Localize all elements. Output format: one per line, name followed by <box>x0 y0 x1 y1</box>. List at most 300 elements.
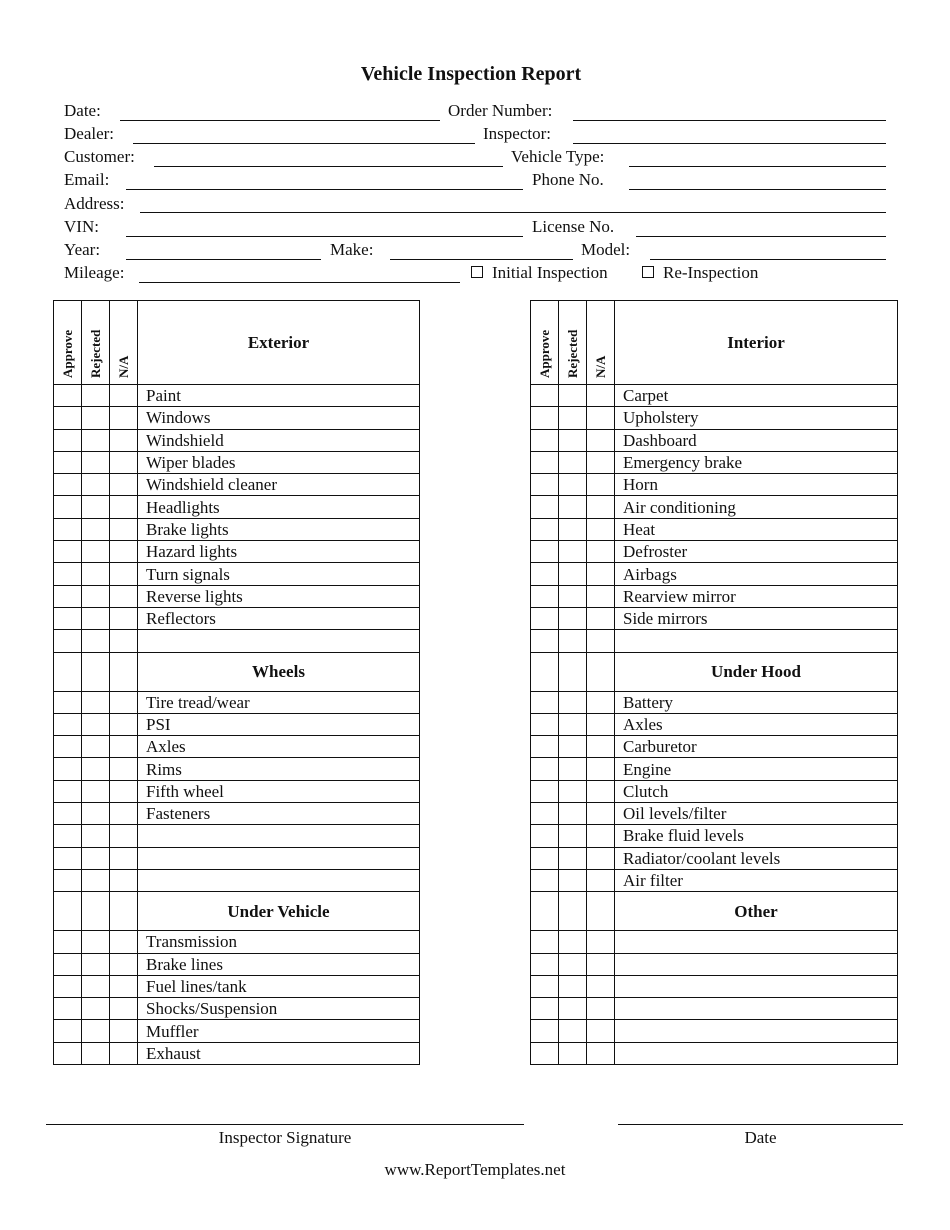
rejected-checkbox[interactable] <box>82 429 110 451</box>
approve-checkbox[interactable] <box>531 518 559 540</box>
na-checkbox[interactable] <box>587 585 615 607</box>
na-checkbox[interactable] <box>587 563 615 585</box>
approve-checkbox[interactable] <box>531 429 559 451</box>
checklist-row <box>531 931 898 953</box>
checklist-item-label: Tire tread/wear <box>138 691 420 713</box>
na-column-header <box>587 301 615 385</box>
approve-checkbox[interactable] <box>54 385 82 407</box>
approve-checkbox[interactable] <box>531 736 559 758</box>
checklist-row <box>531 736 898 758</box>
rejected-checkbox[interactable] <box>82 825 110 847</box>
approve-checkbox[interactable] <box>531 563 559 585</box>
approve-checkbox[interactable] <box>54 691 82 713</box>
rejected-checkbox[interactable] <box>82 541 110 563</box>
rejected-checkbox[interactable] <box>559 429 587 451</box>
approve-checkbox[interactable] <box>54 758 82 780</box>
signature-date-label: Date <box>744 1128 777 1147</box>
na-checkbox[interactable] <box>110 1042 138 1064</box>
na-checkbox[interactable] <box>587 975 615 997</box>
approve-checkbox[interactable] <box>54 429 82 451</box>
rejected-checkbox[interactable] <box>559 1042 587 1064</box>
approve-checkbox[interactable] <box>531 407 559 429</box>
approve-checkbox[interactable] <box>531 474 559 496</box>
inspector-label: Inspector: <box>483 124 551 143</box>
na-checkbox[interactable] <box>587 713 615 735</box>
checklist-row <box>531 585 898 607</box>
approve-checkbox[interactable] <box>54 496 82 518</box>
checklist-row <box>54 518 420 540</box>
rejected-checkbox[interactable] <box>82 998 110 1020</box>
license-field[interactable] <box>636 236 886 237</box>
approve-checkbox[interactable] <box>531 713 559 735</box>
na-checkbox[interactable] <box>110 607 138 629</box>
rejected-checkbox[interactable] <box>82 931 110 953</box>
checklist-row <box>531 780 898 802</box>
checklist-row <box>531 496 898 518</box>
checklist-row <box>531 998 898 1020</box>
na-checkbox[interactable] <box>110 474 138 496</box>
section-header: Under Vehicle <box>138 892 420 931</box>
checklist-row <box>54 1020 420 1042</box>
na-checkbox[interactable] <box>110 998 138 1020</box>
rejected-checkbox[interactable] <box>82 563 110 585</box>
rejected-checkbox[interactable] <box>82 953 110 975</box>
approve-checkbox[interactable] <box>54 585 82 607</box>
checklist-item-label: Shocks/Suspension <box>138 998 420 1020</box>
na-checkbox[interactable] <box>587 630 615 652</box>
na-checkbox[interactable] <box>110 563 138 585</box>
na-checkbox[interactable] <box>587 496 615 518</box>
rejected-checkbox[interactable] <box>82 847 110 869</box>
date-field[interactable] <box>120 120 440 121</box>
approve-checkbox[interactable] <box>54 713 82 735</box>
rejected-checkbox[interactable] <box>82 385 110 407</box>
rejected-checkbox[interactable] <box>559 451 587 473</box>
na-checkbox[interactable] <box>110 496 138 518</box>
rejected-column-header <box>82 301 110 385</box>
na-column-header-text: N/A <box>115 355 131 378</box>
na-checkbox[interactable] <box>110 736 138 758</box>
blank-cell <box>531 652 559 691</box>
approve-checkbox[interactable] <box>531 953 559 975</box>
checklist-row <box>531 1020 898 1042</box>
checklist-item-label: Radiator/coolant levels <box>615 847 898 869</box>
checklist-item-label: Fasteners <box>138 803 420 825</box>
checklist-item-label <box>138 869 420 891</box>
na-checkbox[interactable] <box>110 869 138 891</box>
checklist-row <box>531 607 898 629</box>
na-checkbox[interactable] <box>110 825 138 847</box>
na-column-header-text: N/A <box>592 355 608 378</box>
approve-checkbox[interactable] <box>531 780 559 802</box>
approve-checkbox[interactable] <box>54 780 82 802</box>
page-title: Vehicle Inspection Report <box>360 63 582 85</box>
approve-column-header-text: Approve <box>536 329 552 378</box>
make-label: Make: <box>330 240 374 259</box>
section-header-row <box>531 652 898 691</box>
approve-checkbox[interactable] <box>54 825 82 847</box>
checklist-row <box>54 847 420 869</box>
rejected-checkbox[interactable] <box>82 713 110 735</box>
na-checkbox[interactable] <box>587 385 615 407</box>
email-label: Email: <box>64 170 110 189</box>
dealer-field[interactable] <box>133 143 475 144</box>
vehicle-type-field[interactable] <box>629 166 886 167</box>
rejected-checkbox[interactable] <box>559 780 587 802</box>
section-header-row <box>54 652 420 691</box>
approve-checkbox[interactable] <box>54 630 82 652</box>
na-checkbox[interactable] <box>587 869 615 891</box>
checklist-row <box>54 1042 420 1064</box>
rejected-checkbox[interactable] <box>559 758 587 780</box>
section-header-row <box>531 892 898 931</box>
address-field[interactable] <box>140 212 886 213</box>
checklist-item-label <box>615 630 898 652</box>
checklist-row <box>54 541 420 563</box>
checklist-row <box>531 451 898 473</box>
phone-field[interactable] <box>629 189 886 190</box>
rejected-checkbox[interactable] <box>559 847 587 869</box>
approve-checkbox[interactable] <box>531 758 559 780</box>
approve-checkbox[interactable] <box>531 451 559 473</box>
rejected-checkbox[interactable] <box>559 998 587 1020</box>
approve-checkbox[interactable] <box>531 998 559 1020</box>
section-header: Exterior <box>138 301 420 385</box>
na-checkbox[interactable] <box>110 847 138 869</box>
checklist-row <box>54 563 420 585</box>
inspector-field[interactable] <box>573 143 886 144</box>
na-checkbox[interactable] <box>587 451 615 473</box>
rejected-checkbox[interactable] <box>82 630 110 652</box>
approve-checkbox[interactable] <box>54 803 82 825</box>
dealer-label: Dealer: <box>64 124 115 143</box>
checklist-row <box>531 803 898 825</box>
checklist-item-label: Brake lines <box>138 953 420 975</box>
phone-label: Phone No. <box>532 170 604 189</box>
na-checkbox[interactable] <box>110 713 138 735</box>
mileage-field[interactable] <box>139 282 460 283</box>
checklist-row <box>54 585 420 607</box>
checklist-row <box>54 691 420 713</box>
section-header: Under Hood <box>615 652 898 691</box>
checklist-item-label: Oil levels/filter <box>615 803 898 825</box>
customer-label: Customer: <box>64 147 135 166</box>
approve-checkbox[interactable] <box>531 496 559 518</box>
checklist-row <box>54 713 420 735</box>
vin-field[interactable] <box>126 236 523 237</box>
checklist-row <box>531 541 898 563</box>
rejected-checkbox[interactable] <box>82 736 110 758</box>
checklist-item-label: Muffler <box>138 1020 420 1042</box>
approve-checkbox[interactable] <box>531 630 559 652</box>
blank-cell <box>559 652 587 691</box>
checklist-row <box>531 691 898 713</box>
section-header: Wheels <box>138 652 420 691</box>
na-column-header <box>110 301 138 385</box>
rejected-checkbox[interactable] <box>559 474 587 496</box>
rejected-checkbox[interactable] <box>559 1020 587 1042</box>
na-checkbox[interactable] <box>587 541 615 563</box>
rejected-checkbox[interactable] <box>559 407 587 429</box>
rejected-checkbox[interactable] <box>559 518 587 540</box>
blank-cell <box>110 652 138 691</box>
vehicle-type-label: Vehicle Type: <box>511 147 605 166</box>
rejected-checkbox[interactable] <box>82 518 110 540</box>
approve-checkbox[interactable] <box>54 541 82 563</box>
approve-checkbox[interactable] <box>54 1020 82 1042</box>
initial-inspection-option[interactable] <box>471 263 608 283</box>
rejected-checkbox[interactable] <box>559 953 587 975</box>
checklist-row <box>54 429 420 451</box>
na-checkbox[interactable] <box>587 803 615 825</box>
approve-checkbox[interactable] <box>531 585 559 607</box>
na-checkbox[interactable] <box>110 975 138 997</box>
na-checkbox[interactable] <box>587 847 615 869</box>
na-checkbox[interactable] <box>587 1042 615 1064</box>
na-checkbox[interactable] <box>110 1020 138 1042</box>
na-checkbox[interactable] <box>110 451 138 473</box>
approve-checkbox[interactable] <box>54 953 82 975</box>
checklist-item-label: Windshield cleaner <box>138 474 420 496</box>
rejected-checkbox[interactable] <box>82 869 110 891</box>
re-inspection-option[interactable] <box>642 263 758 283</box>
na-checkbox[interactable] <box>587 931 615 953</box>
na-checkbox[interactable] <box>587 474 615 496</box>
approve-checkbox[interactable] <box>531 1042 559 1064</box>
vin-label: VIN: <box>64 217 99 236</box>
rejected-checkbox[interactable] <box>82 451 110 473</box>
checklist-item-label: Reverse lights <box>138 585 420 607</box>
checklist-row <box>54 407 420 429</box>
signature-line[interactable] <box>46 1124 524 1125</box>
checklist-item-label: Axles <box>138 736 420 758</box>
approve-checkbox[interactable] <box>531 975 559 997</box>
approve-checkbox[interactable] <box>531 825 559 847</box>
checklist-row <box>54 869 420 891</box>
rejected-checkbox[interactable] <box>559 736 587 758</box>
na-checkbox[interactable] <box>110 518 138 540</box>
checklist-row <box>54 451 420 473</box>
checklist-item-label <box>615 975 898 997</box>
na-checkbox[interactable] <box>110 931 138 953</box>
checklist-row <box>531 869 898 891</box>
approve-checkbox[interactable] <box>54 736 82 758</box>
order-number-field[interactable] <box>573 120 886 121</box>
na-checkbox[interactable] <box>110 385 138 407</box>
rejected-checkbox[interactable] <box>559 713 587 735</box>
na-checkbox[interactable] <box>587 825 615 847</box>
rejected-checkbox[interactable] <box>559 975 587 997</box>
checklist-item-label: Air conditioning <box>615 496 898 518</box>
checklist-item-label: Wiper blades <box>138 451 420 473</box>
approve-checkbox[interactable] <box>54 931 82 953</box>
na-checkbox[interactable] <box>587 736 615 758</box>
approve-checkbox[interactable] <box>531 847 559 869</box>
rejected-checkbox[interactable] <box>82 496 110 518</box>
rejected-checkbox[interactable] <box>559 931 587 953</box>
rejected-checkbox[interactable] <box>559 825 587 847</box>
checklist-row <box>531 407 898 429</box>
rejected-checkbox[interactable] <box>82 1020 110 1042</box>
na-checkbox[interactable] <box>110 780 138 802</box>
checklist-item-label <box>138 630 420 652</box>
approve-checkbox[interactable] <box>531 931 559 953</box>
address-label: Address: <box>64 194 125 213</box>
approve-checkbox[interactable] <box>54 1042 82 1064</box>
order-number-label: Order Number: <box>448 101 553 120</box>
checklist-item-label: Headlights <box>138 496 420 518</box>
checklist-item-label <box>615 1020 898 1042</box>
checklist-item-label: Exhaust <box>138 1042 420 1064</box>
make-field[interactable] <box>390 259 573 260</box>
na-checkbox[interactable] <box>587 758 615 780</box>
checklist-item-label: Brake lights <box>138 518 420 540</box>
checklist-item-label: Rearview mirror <box>615 585 898 607</box>
checklist-item-label: Fuel lines/tank <box>138 975 420 997</box>
checklist-item-label: Side mirrors <box>615 607 898 629</box>
checklist-row <box>54 496 420 518</box>
blank-cell <box>531 892 559 931</box>
rejected-checkbox[interactable] <box>82 1042 110 1064</box>
na-checkbox[interactable] <box>587 780 615 802</box>
blank-cell <box>54 892 82 931</box>
rejected-checkbox[interactable] <box>559 541 587 563</box>
approve-column-header <box>531 301 559 385</box>
approve-checkbox[interactable] <box>54 451 82 473</box>
rejected-checkbox[interactable] <box>559 585 587 607</box>
table-header-row <box>531 301 898 385</box>
checklist-row <box>531 758 898 780</box>
approve-checkbox[interactable] <box>531 869 559 891</box>
approve-checkbox[interactable] <box>531 1020 559 1042</box>
rejected-checkbox[interactable] <box>82 758 110 780</box>
checklist-row <box>531 630 898 652</box>
checklist-row <box>54 758 420 780</box>
rejected-checkbox[interactable] <box>559 563 587 585</box>
rejected-checkbox[interactable] <box>559 630 587 652</box>
checklist-item-label: Engine <box>615 758 898 780</box>
approve-checkbox[interactable] <box>54 474 82 496</box>
checklist-row <box>531 825 898 847</box>
customer-field[interactable] <box>154 166 503 167</box>
na-checkbox[interactable] <box>110 585 138 607</box>
checklist-item-label: Carburetor <box>615 736 898 758</box>
checklist-item-label: Carpet <box>615 385 898 407</box>
rejected-checkbox[interactable] <box>82 607 110 629</box>
approve-checkbox[interactable] <box>531 607 559 629</box>
blank-cell <box>54 652 82 691</box>
approve-checkbox[interactable] <box>54 847 82 869</box>
na-checkbox[interactable] <box>587 518 615 540</box>
rejected-checkbox[interactable] <box>82 407 110 429</box>
rejected-checkbox[interactable] <box>82 585 110 607</box>
initial-inspection-checkbox[interactable] <box>471 266 483 278</box>
checklist-item-label: Turn signals <box>138 563 420 585</box>
signature-date-line[interactable] <box>618 1124 903 1125</box>
rejected-column-header <box>559 301 587 385</box>
rejected-checkbox[interactable] <box>82 691 110 713</box>
blank-cell <box>587 892 615 931</box>
na-checkbox[interactable] <box>587 691 615 713</box>
approve-checkbox[interactable] <box>54 407 82 429</box>
checklist-row <box>531 429 898 451</box>
na-checkbox[interactable] <box>587 998 615 1020</box>
model-field[interactable] <box>650 259 886 260</box>
re-inspection-checkbox[interactable] <box>642 266 654 278</box>
checklist-item-label: Windows <box>138 407 420 429</box>
checklist-item-label <box>615 931 898 953</box>
email-field[interactable] <box>126 189 523 190</box>
blank-cell <box>82 892 110 931</box>
rejected-checkbox[interactable] <box>82 975 110 997</box>
na-checkbox[interactable] <box>110 630 138 652</box>
na-checkbox[interactable] <box>587 407 615 429</box>
na-checkbox[interactable] <box>110 691 138 713</box>
checklist-item-label: Dashboard <box>615 429 898 451</box>
initial-inspection-label: Initial Inspection <box>492 263 608 282</box>
approve-checkbox[interactable] <box>531 691 559 713</box>
checklist-item-label: Reflectors <box>138 607 420 629</box>
approve-checkbox[interactable] <box>54 563 82 585</box>
checklist-item-label: Rims <box>138 758 420 780</box>
mileage-label: Mileage: <box>64 263 125 282</box>
na-checkbox[interactable] <box>110 407 138 429</box>
approve-checkbox[interactable] <box>54 998 82 1020</box>
na-checkbox[interactable] <box>587 607 615 629</box>
na-checkbox[interactable] <box>110 541 138 563</box>
rejected-checkbox[interactable] <box>559 607 587 629</box>
rejected-checkbox[interactable] <box>82 474 110 496</box>
approve-checkbox[interactable] <box>54 518 82 540</box>
checklist-row <box>54 975 420 997</box>
na-checkbox[interactable] <box>110 758 138 780</box>
blank-cell <box>587 652 615 691</box>
approve-checkbox[interactable] <box>531 803 559 825</box>
na-checkbox[interactable] <box>587 1020 615 1042</box>
rejected-checkbox[interactable] <box>559 803 587 825</box>
checklist-row <box>54 385 420 407</box>
checklist-row <box>54 931 420 953</box>
rejected-checkbox[interactable] <box>559 691 587 713</box>
approve-checkbox[interactable] <box>54 607 82 629</box>
na-checkbox[interactable] <box>587 429 615 451</box>
exterior-checklist-table <box>53 300 420 1065</box>
date-label: Date: <box>64 101 101 120</box>
checklist-item-label: Transmission <box>138 931 420 953</box>
rejected-column-header-text: Rejected <box>564 329 580 378</box>
approve-checkbox[interactable] <box>531 541 559 563</box>
checklist-item-label: Paint <box>138 385 420 407</box>
approve-checkbox[interactable] <box>54 975 82 997</box>
rejected-checkbox[interactable] <box>559 869 587 891</box>
checklist-row <box>531 563 898 585</box>
rejected-checkbox[interactable] <box>559 385 587 407</box>
rejected-checkbox[interactable] <box>559 496 587 518</box>
na-checkbox[interactable] <box>587 953 615 975</box>
approve-checkbox[interactable] <box>531 385 559 407</box>
rejected-checkbox[interactable] <box>82 803 110 825</box>
checklist-item-label: Upholstery <box>615 407 898 429</box>
checklist-row <box>54 474 420 496</box>
rejected-checkbox[interactable] <box>82 780 110 802</box>
na-checkbox[interactable] <box>110 953 138 975</box>
checklist-row <box>54 736 420 758</box>
na-checkbox[interactable] <box>110 803 138 825</box>
checklist-item-label: Horn <box>615 474 898 496</box>
year-field[interactable] <box>126 259 321 260</box>
na-checkbox[interactable] <box>110 429 138 451</box>
approve-checkbox[interactable] <box>54 869 82 891</box>
